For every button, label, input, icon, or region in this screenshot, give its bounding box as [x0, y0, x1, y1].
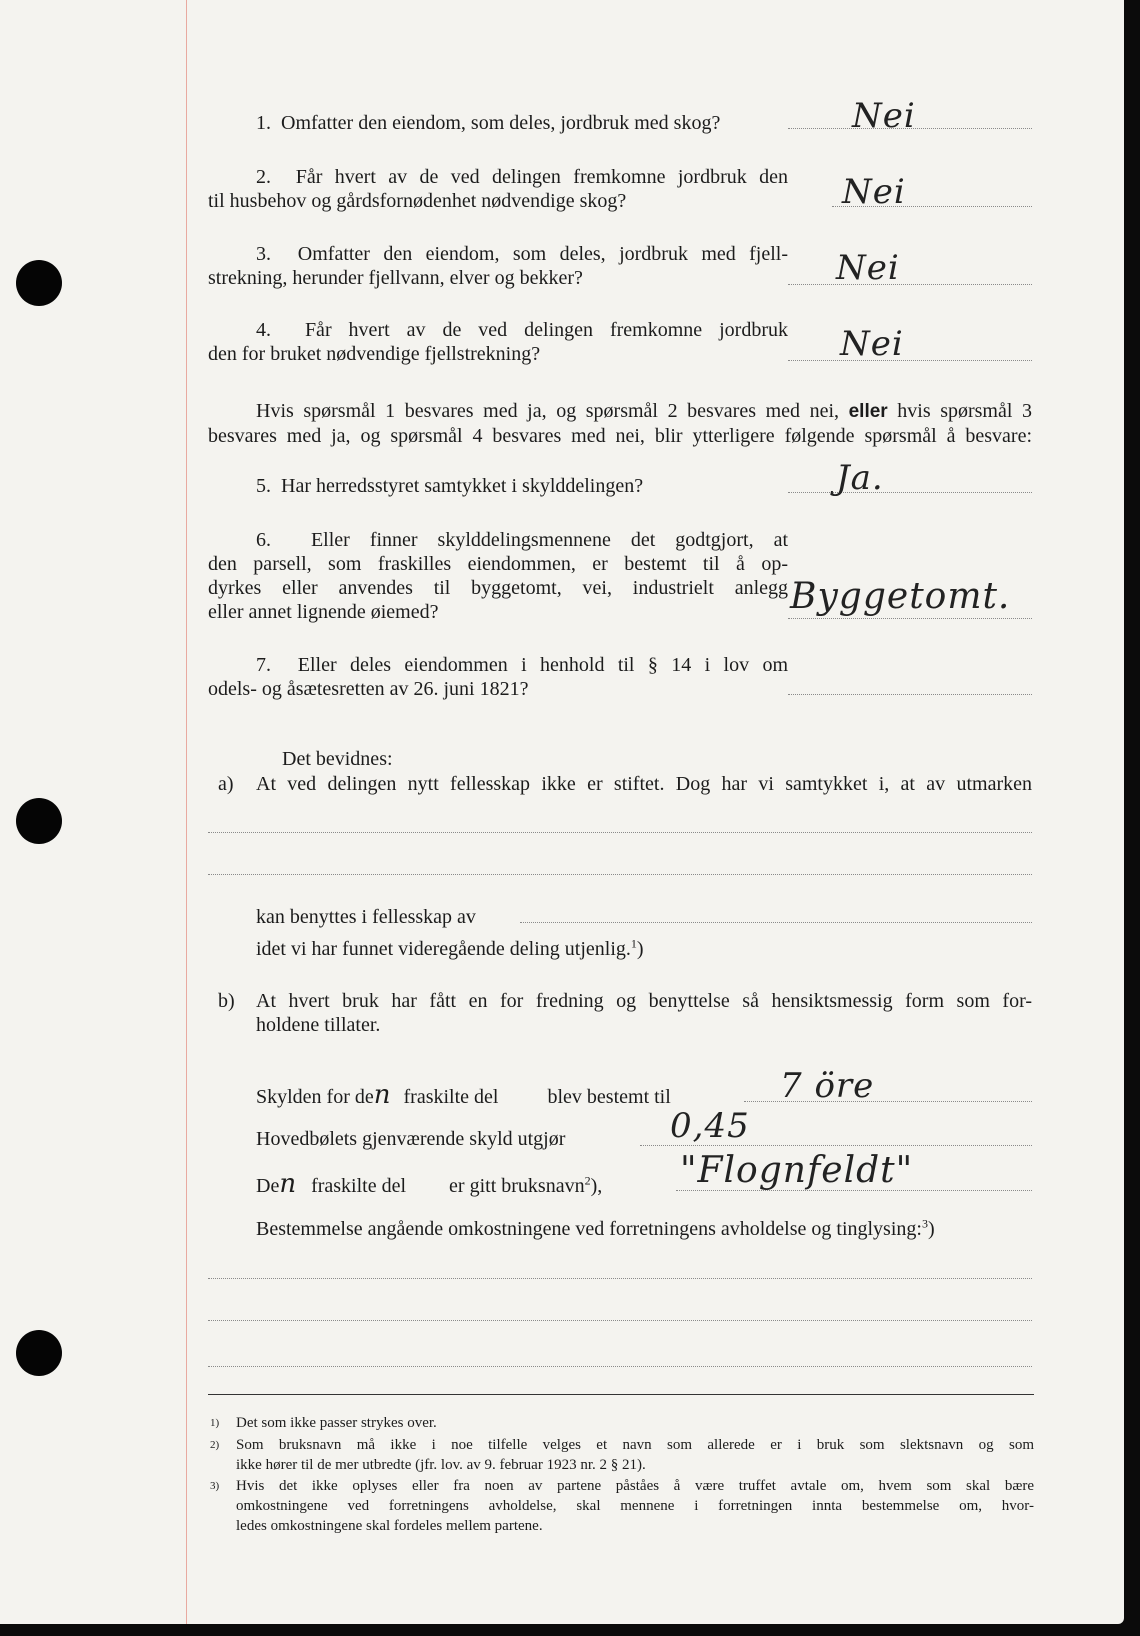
bruksnavn-value-handwritten: "Flognfeldt" — [680, 1150, 914, 1191]
question-3-line-1 — [208, 242, 788, 266]
question-5 — [256, 474, 643, 498]
footnote-2-line-2: ikke hører til de mer utbredte (jfr. lov. av 9. februar 1923 nr. 2 § 21). — [236, 1457, 646, 1473]
footnote-2-line-1: Som bruksnavn må ikke i noe tilfelle velges et navn som allerede er i bruk som slektsnavn og som — [236, 1437, 1034, 1453]
clause-b-line-2: holdene tillater. — [256, 1014, 381, 1036]
question-text: Omfatter den eiendom, som deles, jordbruk med fjell- — [297, 243, 789, 265]
skylden-label: Skylden for de — [256, 1086, 374, 1108]
punch-hole-top — [16, 260, 62, 306]
question-text: Får hvert av de ved delingen fremkomne jordbruk den — [295, 166, 788, 188]
footnote-1-text: Det som ikke passer strykes over. — [236, 1415, 437, 1431]
conditional-line-1 — [208, 399, 1032, 424]
question-text: Eller deles eiendommen i henhold til § 14 i lov om — [297, 654, 788, 676]
certify-heading: Det bevidnes: — [282, 748, 393, 770]
question-number: 1. — [256, 112, 271, 134]
conditional-text: Hvis spørsmål 1 besvares med ja, og spørsmål 2 besvares med nei, — [256, 400, 840, 422]
handwritten-suffix: n — [279, 1169, 297, 1199]
question-2-line-2: til husbehov og gårdsfornødenhet nødvendige skog? — [208, 190, 627, 212]
footnote-rule — [208, 1394, 1034, 1395]
answer-2-handwritten: Nei — [842, 172, 906, 212]
answer-3-handwritten: Nei — [836, 248, 900, 288]
punch-hole-middle — [16, 798, 62, 844]
question-4-line-1 — [208, 318, 788, 342]
footnote-1-mark: 1) — [210, 1417, 220, 1429]
answer-line — [788, 694, 1032, 695]
answer-5-handwritten: Ja. — [836, 458, 884, 498]
blank-line — [208, 832, 1032, 833]
question-7-line-1 — [208, 653, 788, 677]
footnote-ref: 2 — [584, 1173, 591, 1188]
blank-line — [208, 874, 1032, 875]
question-text: Eller finner skylddelingsmennene det godtgjort, at — [310, 529, 788, 551]
skylden-row — [256, 1080, 671, 1110]
conditional-bold: eller — [848, 401, 888, 422]
blank-line — [208, 1278, 1032, 1279]
bruksnavn-row: Den fraskilte del er gitt bruksnavn$^2$), — [256, 1169, 603, 1199]
question-number: 7. — [256, 654, 271, 676]
footnote-ref: 1 — [630, 936, 637, 951]
question-text: Får hvert av de ved delingen fremkomne jordbruk — [304, 319, 788, 341]
answer-6-handwritten: Byggetomt. — [790, 576, 1011, 617]
footnote-3-mark: 3) — [210, 1480, 220, 1492]
question-text: Har herredsstyret samtykket i skylddelingen? — [281, 475, 644, 497]
question-number: 2. — [256, 166, 271, 188]
answer-line — [788, 360, 1032, 361]
name-part: fraskilte del — [311, 1175, 407, 1197]
question-7-line-2: odels- og åsætesretten av 26. juni 1821? — [208, 678, 529, 700]
name-label: De — [256, 1175, 280, 1197]
skylden-value-handwritten: 7 öre — [780, 1066, 875, 1106]
clause-a-label: a) — [218, 773, 234, 795]
skylden-decided: blev bestemt til — [547, 1086, 671, 1108]
further-division-text: idet vi har funnet videregående deling utjenlig.$^1$) — [256, 936, 644, 960]
answer-1-handwritten: Nei — [852, 96, 916, 136]
footnote-ref: 3 — [921, 1216, 928, 1231]
costs-label: Bestemmelse angående omkostningene ved forretningens avholdelse og tinglysing: — [256, 1218, 922, 1240]
question-1 — [256, 111, 720, 135]
clause-a-text: At ved delingen nytt fellesskap ikke er stiftet. Dog har vi samtykket i, at av utmarken — [256, 773, 1032, 795]
footnote-3-line-3: ledes omkostningene skal fordeles mellem partene. — [236, 1518, 543, 1534]
question-2-line-1 — [208, 165, 788, 189]
conditional-text: hvis spørsmål 3 — [897, 400, 1032, 422]
answer-line — [788, 618, 1032, 619]
further-text: idet vi har funnet videregående deling utjenlig. — [256, 938, 631, 960]
question-number: 4. — [256, 319, 271, 341]
question-number: 6. — [256, 529, 271, 551]
answer-line — [788, 492, 1032, 493]
footnote-2-mark: 2) — [210, 1439, 220, 1451]
hovedbol-label: Hovedbølets gjenværende skyld utgjør — [256, 1128, 566, 1150]
question-number: 5. — [256, 475, 271, 497]
footnote-3-line-1: Hvis det ikke oplyses eller fra noen av partene påståes å være truffet avtale om, hvem som skal bære — [236, 1478, 1034, 1494]
margin-line — [186, 0, 187, 1624]
question-6-line-3: dyrkes eller anvendes til byggetomt, vei, industrielt anlegg — [208, 577, 788, 599]
clause-b-line-1: At hvert bruk har fått en for fredning og benyttelse så hensiktsmessig form som for- — [256, 990, 1032, 1012]
shared-use-line — [520, 922, 1032, 923]
costs-row: Bestemmelse angående omkostningene ved forretningens avholdelse og tinglysing:$^3$) — [256, 1216, 935, 1240]
footnote-3-line-2: omkostningene ved forretningens avholdelse, skal mennene i forretningen innta bestemmelse om, hvor- — [236, 1498, 1034, 1514]
question-text: Omfatter den eiendom, som deles, jordbruk med skog? — [281, 112, 721, 134]
punch-hole-bottom — [16, 1330, 62, 1376]
answer-4-handwritten: Nei — [840, 324, 904, 364]
question-4-line-2: den for bruket nødvendige fjellstrekning? — [208, 343, 541, 365]
conditional-line-2: besvares med ja, og spørsmål 4 besvares med nei, blir ytterligere følgende spørsmål å besvare: — [208, 425, 1032, 447]
clause-b-label: b) — [218, 990, 235, 1012]
question-3-line-2: strekning, herunder fjellvann, elver og bekker? — [208, 267, 583, 289]
shared-use-label: kan benyttes i fellesskap av — [256, 906, 476, 928]
name-given: er gitt bruksnavn — [449, 1175, 585, 1197]
question-6-line-2: den parsell, som fraskilles eiendommen, er bestemt til å op- — [208, 553, 788, 575]
question-6-line-4: eller annet lignende øiemed? — [208, 601, 439, 623]
answer-line — [788, 284, 1032, 285]
question-number: 3. — [256, 243, 271, 265]
handwritten-suffix: n — [373, 1080, 391, 1110]
skylden-part: fraskilte del — [403, 1086, 499, 1108]
hovedbol-value-handwritten: 0,45 — [670, 1106, 750, 1146]
blank-line — [208, 1366, 1032, 1367]
blank-line — [208, 1320, 1032, 1321]
question-6-line-1 — [208, 528, 788, 552]
